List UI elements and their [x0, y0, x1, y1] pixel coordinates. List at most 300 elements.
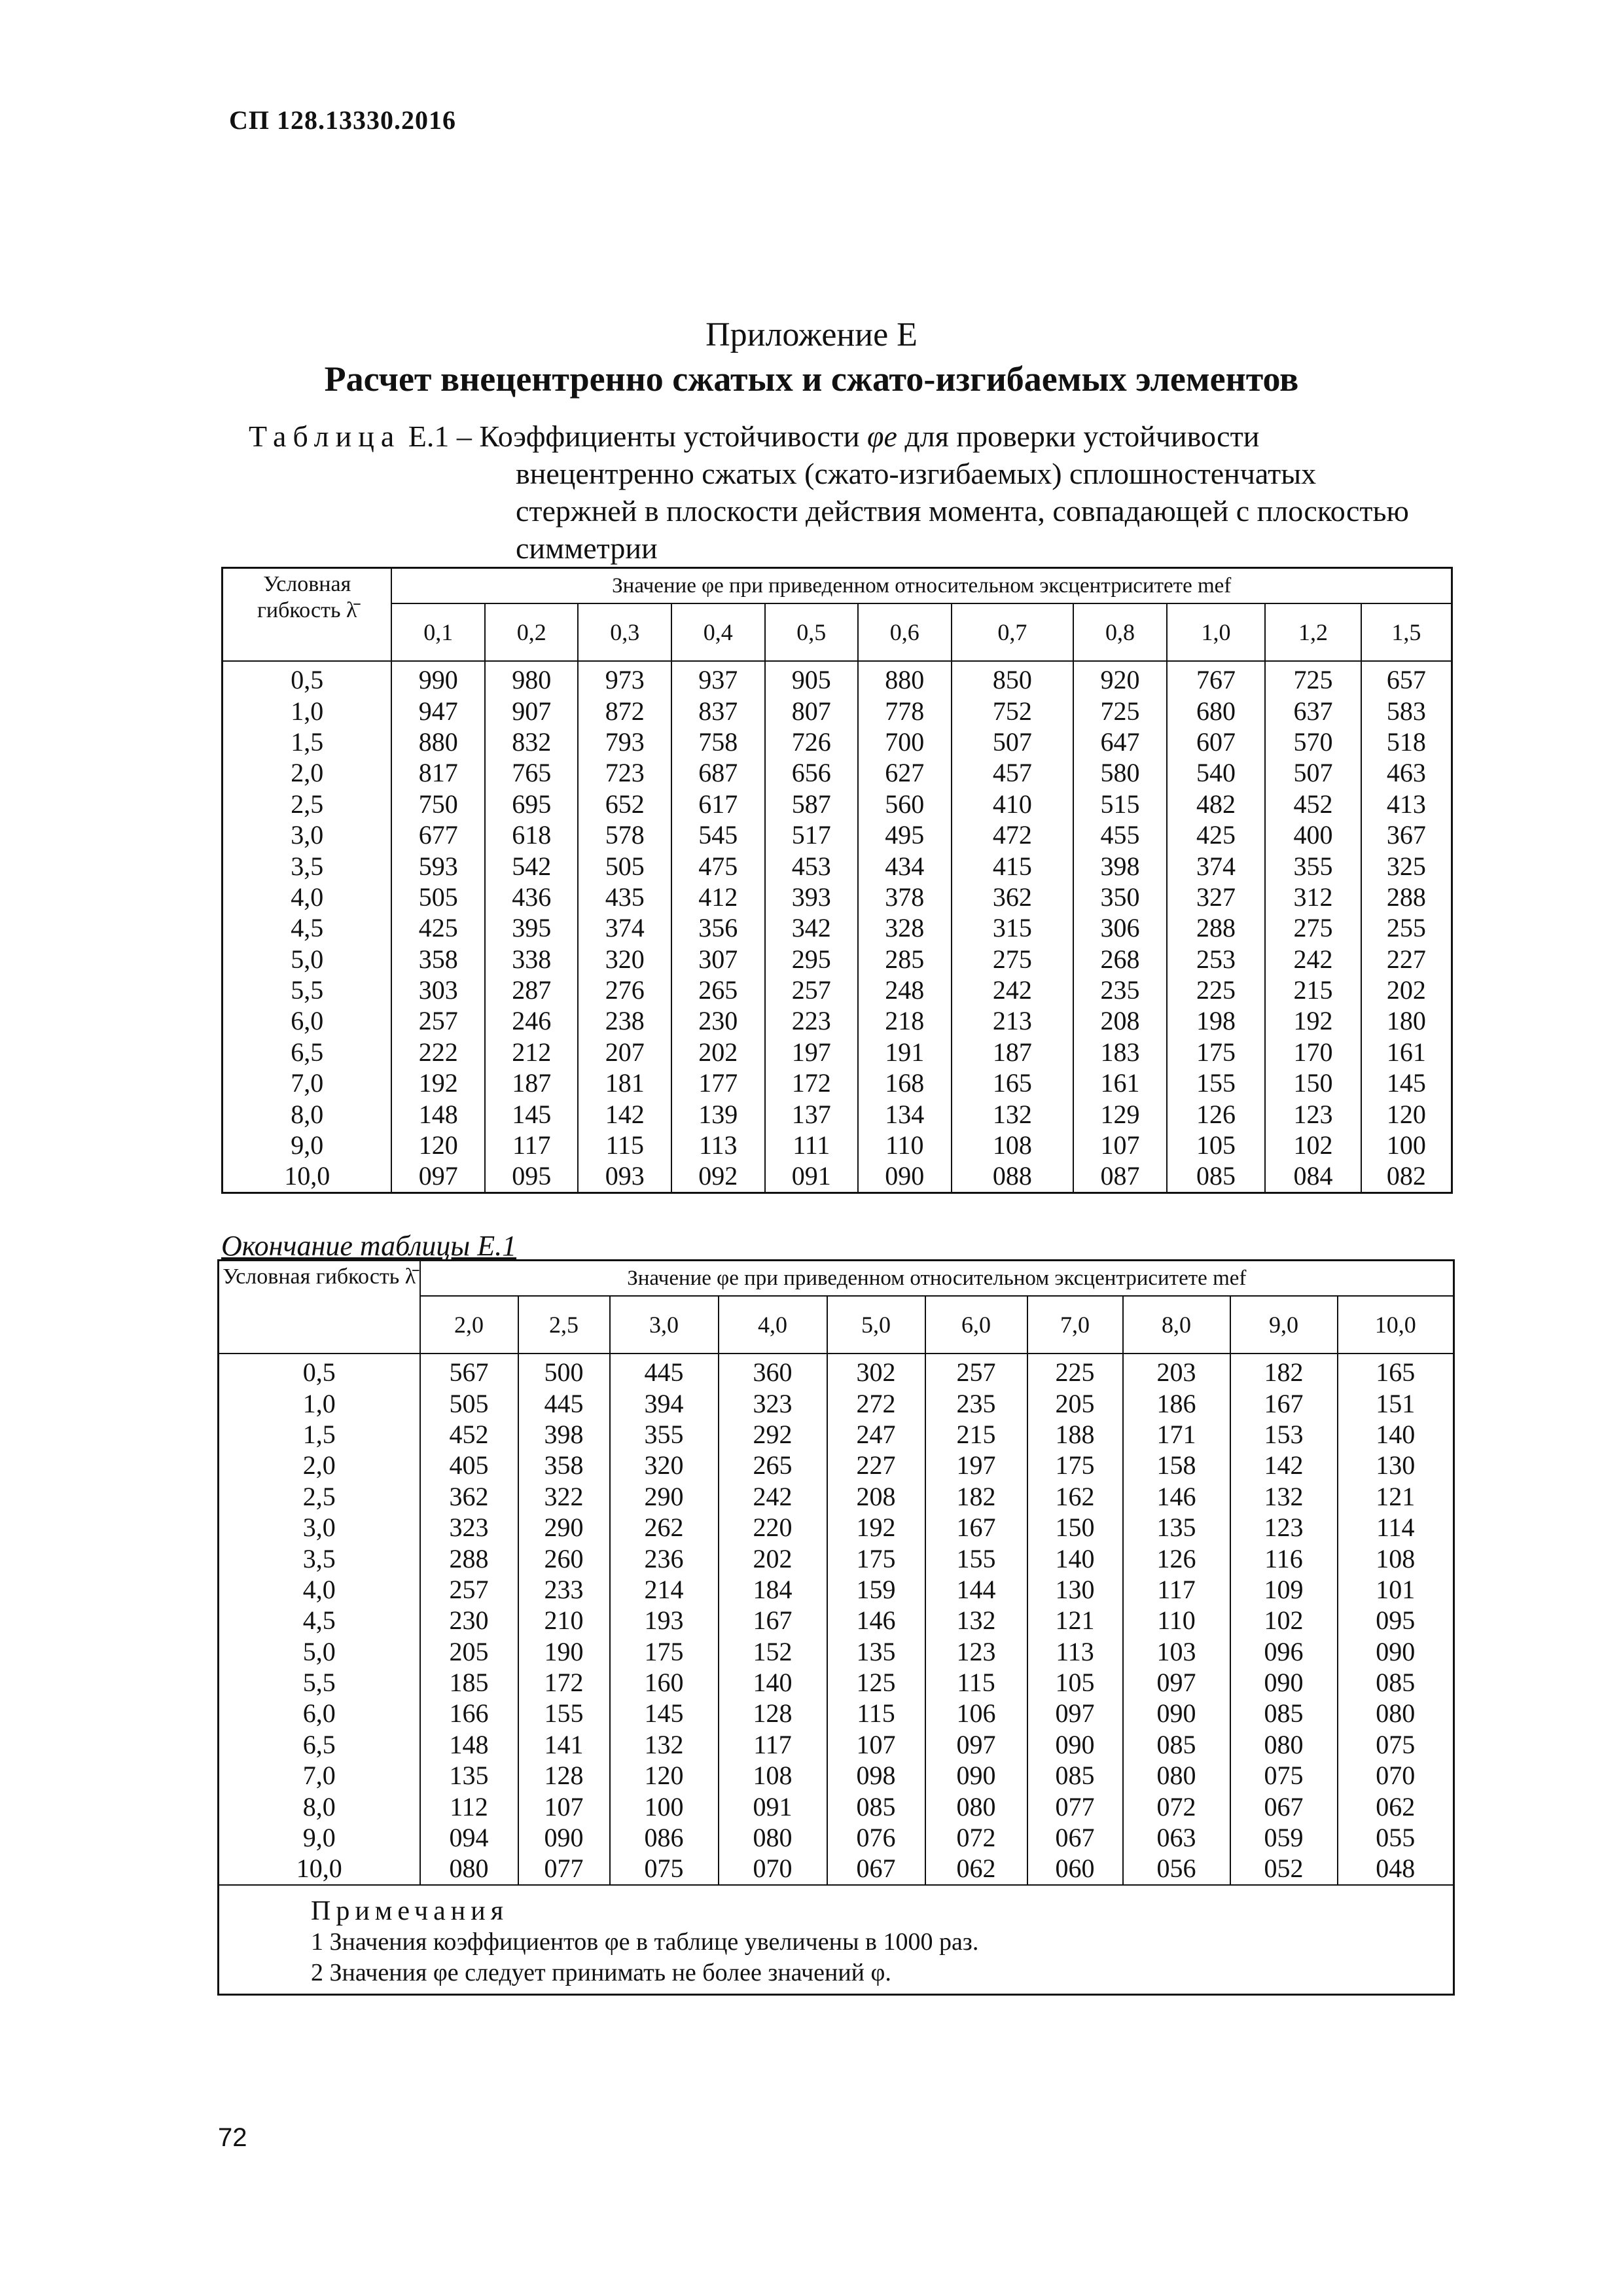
coefficient-cell: 172: [518, 1667, 610, 1698]
coefficient-cell: 880: [391, 726, 485, 757]
coefficient-cell: 202: [671, 1037, 765, 1067]
column-header: 0,7: [952, 603, 1074, 661]
column-header: 0,8: [1073, 603, 1167, 661]
coefficient-cell: 100: [1361, 1130, 1452, 1160]
coefficient-cell: 052: [1230, 1853, 1338, 1884]
coefficient-cell: 203: [1123, 1354, 1230, 1388]
coefficient-cell: 080: [719, 1822, 827, 1853]
column-header: 2,5: [518, 1296, 610, 1354]
coefficient-cell: 142: [578, 1098, 671, 1129]
coefficient-cell: 090: [518, 1822, 610, 1853]
coefficient-cell: 067: [827, 1853, 925, 1884]
coefficient-cell: 322: [518, 1481, 610, 1512]
coefficient-cell: 132: [952, 1098, 1074, 1129]
header-slenderness: Условная гибкость λ̄: [219, 1261, 420, 1354]
coefficient-cell: 394: [610, 1388, 719, 1418]
coefficient-cell: 617: [671, 789, 765, 819]
coefficient-cell: 767: [1167, 661, 1266, 695]
coefficient-cell: 750: [391, 789, 485, 819]
coefficient-cell: 152: [719, 1636, 827, 1667]
coefficient-cell: 220: [719, 1512, 827, 1543]
coefficient-cell: 110: [1123, 1605, 1230, 1636]
coefficient-cell: 125: [827, 1667, 925, 1698]
coefficient-cell: 647: [1073, 726, 1167, 757]
coefficient-cell: 100: [610, 1791, 719, 1821]
table-body: [223, 661, 1452, 1193]
coefficient-cell: 223: [765, 1005, 859, 1036]
coefficient-cell: 213: [952, 1005, 1074, 1036]
coefficient-cell: 077: [518, 1853, 610, 1884]
column-header: 0,5: [765, 603, 859, 661]
table-caption-number: Е.1 –: [408, 420, 472, 453]
slenderness-cell: 2,0: [223, 757, 392, 788]
coefficient-cell: 303: [391, 975, 485, 1005]
table-row: [219, 1419, 1454, 1450]
coefficient-cell: 137: [765, 1098, 859, 1129]
coefficient-cell: 207: [578, 1037, 671, 1067]
coefficient-cell: 175: [610, 1636, 719, 1667]
coefficients-table: [221, 567, 1453, 1194]
coefficient-cell: 275: [1265, 912, 1361, 943]
coefficient-cell: 778: [858, 695, 952, 726]
coefficient-cell: 134: [858, 1098, 952, 1129]
coefficient-cell: 198: [1167, 1005, 1266, 1036]
coefficient-cell: 062: [925, 1853, 1027, 1884]
slenderness-cell: 5,0: [219, 1636, 420, 1667]
coefficient-cell: 130: [1338, 1450, 1454, 1480]
coefficient-cell: 117: [485, 1130, 579, 1160]
table-row: [219, 1791, 1454, 1821]
coefficient-cell: 518: [1361, 726, 1452, 757]
coefficient-cell: 192: [391, 1067, 485, 1098]
coefficient-cell: 472: [952, 819, 1074, 850]
coefficient-cell: 167: [925, 1512, 1027, 1543]
coefficient-cell: 246: [485, 1005, 579, 1036]
coefficient-cell: 086: [610, 1822, 719, 1853]
coefficient-cell: 215: [925, 1419, 1027, 1450]
coefficient-cell: 452: [1265, 789, 1361, 819]
slenderness-cell: 1,5: [219, 1419, 420, 1450]
coefficient-cell: 067: [1230, 1791, 1338, 1821]
coefficient-cell: 560: [858, 789, 952, 819]
coefficient-cell: 947: [391, 695, 485, 726]
coefficient-cell: 097: [1123, 1667, 1230, 1698]
slenderness-cell: 4,0: [219, 1574, 420, 1605]
coefficient-cell: 117: [1123, 1574, 1230, 1605]
coefficient-cell: 517: [765, 819, 859, 850]
coefficient-cell: 214: [610, 1574, 719, 1605]
coefficient-cell: 185: [420, 1667, 518, 1698]
coefficient-cell: 150: [1265, 1067, 1361, 1098]
coefficient-cell: 141: [518, 1729, 610, 1760]
coefficient-cell: 129: [1073, 1098, 1167, 1129]
coefficient-cell: 095: [1338, 1605, 1454, 1636]
coefficient-cell: 090: [1027, 1729, 1123, 1760]
coefficient-cell: 593: [391, 850, 485, 881]
coefficient-cell: 177: [671, 1067, 765, 1098]
column-header: 0,2: [485, 603, 579, 661]
table-row: [223, 882, 1452, 912]
slenderness-cell: 3,0: [223, 819, 392, 850]
coefficient-cell: 758: [671, 726, 765, 757]
column-header: 0,1: [391, 603, 485, 661]
coefficient-cell: 542: [485, 850, 579, 881]
coefficient-cell: 218: [858, 1005, 952, 1036]
coefficient-cell: 677: [391, 819, 485, 850]
table-row: [223, 757, 1452, 788]
coefficient-cell: 126: [1167, 1098, 1266, 1129]
coefficient-cell: 212: [485, 1037, 579, 1067]
table-row: [223, 819, 1452, 850]
slenderness-cell: 10,0: [223, 1160, 392, 1193]
coefficient-cell: 262: [610, 1512, 719, 1543]
coefficient-cell: 500: [518, 1354, 610, 1388]
coefficient-cell: 114: [1338, 1512, 1454, 1543]
coefficient-cell: 725: [1265, 661, 1361, 695]
coefficient-cell: 725: [1073, 695, 1167, 726]
coefficient-cell: 288: [1167, 912, 1266, 943]
coefficient-cell: 425: [1167, 819, 1266, 850]
table-row: [223, 789, 1452, 819]
coefficient-cell: 398: [518, 1419, 610, 1450]
coefficient-cell: 400: [1265, 819, 1361, 850]
coefficient-cell: 120: [1361, 1098, 1452, 1129]
coefficient-cell: 607: [1167, 726, 1266, 757]
coefficient-cell: 166: [420, 1698, 518, 1729]
coefficient-cell: 090: [925, 1760, 1027, 1791]
coefficient-cell: 230: [671, 1005, 765, 1036]
coefficient-cell: 188: [1027, 1419, 1123, 1450]
coefficient-cell: 793: [578, 726, 671, 757]
coefficient-cell: 872: [578, 695, 671, 726]
coefficient-cell: 117: [719, 1729, 827, 1760]
coefficient-cell: 980: [485, 661, 579, 695]
coefficient-cell: 190: [518, 1636, 610, 1667]
coefficient-cell: 148: [391, 1098, 485, 1129]
coefficient-cell: 120: [610, 1760, 719, 1791]
coefficient-cell: 295: [765, 944, 859, 975]
coefficient-cell: 355: [610, 1419, 719, 1450]
coefficient-cell: 072: [1123, 1791, 1230, 1821]
coefficient-cell: 197: [765, 1037, 859, 1067]
coefficient-cell: 186: [1123, 1388, 1230, 1418]
coefficient-cell: 145: [610, 1698, 719, 1729]
coefficient-cell: 323: [420, 1512, 518, 1543]
coefficient-cell: 215: [1265, 975, 1361, 1005]
coefficient-cell: 325: [1361, 850, 1452, 881]
coefficient-cell: 242: [1265, 944, 1361, 975]
coefficient-cell: 627: [858, 757, 952, 788]
coefficient-cell: 072: [925, 1822, 1027, 1853]
table-row: [219, 1574, 1454, 1605]
coefficient-cell: 107: [518, 1791, 610, 1821]
table-caption-phi: φe: [867, 420, 897, 453]
coefficient-cell: 103: [1123, 1636, 1230, 1667]
coefficient-cell: 312: [1265, 882, 1361, 912]
coefficient-cell: 080: [1230, 1729, 1338, 1760]
coefficient-cell: 090: [1123, 1698, 1230, 1729]
coefficient-cell: 327: [1167, 882, 1266, 912]
coefficient-cell: 087: [1073, 1160, 1167, 1193]
coefficient-cell: 920: [1073, 661, 1167, 695]
coefficient-cell: 175: [1167, 1037, 1266, 1067]
coefficient-cell: 455: [1073, 819, 1167, 850]
slenderness-cell: 8,0: [223, 1098, 392, 1129]
coefficient-cell: 355: [1265, 850, 1361, 881]
column-header: 9,0: [1230, 1296, 1338, 1354]
slenderness-cell: 7,0: [223, 1067, 392, 1098]
coefficient-cell: 578: [578, 819, 671, 850]
slenderness-cell: 5,0: [223, 944, 392, 975]
coefficient-cell: 161: [1073, 1067, 1167, 1098]
coefficient-cell: 208: [1073, 1005, 1167, 1036]
coefficient-cell: 807: [765, 695, 859, 726]
coefficient-cell: 412: [671, 882, 765, 912]
table-row: [219, 1760, 1454, 1791]
coefficient-cell: 098: [827, 1760, 925, 1791]
coefficient-cell: 238: [578, 1005, 671, 1036]
coefficient-cell: 656: [765, 757, 859, 788]
slenderness-cell: 2,0: [219, 1450, 420, 1480]
coefficient-cell: 570: [1265, 726, 1361, 757]
coefficient-cell: 108: [719, 1760, 827, 1791]
coefficient-cell: 323: [719, 1388, 827, 1418]
coefficient-cell: 091: [765, 1160, 859, 1193]
coefficient-cell: 205: [1027, 1388, 1123, 1418]
coefficient-cell: 085: [1123, 1729, 1230, 1760]
coefficient-cell: 168: [858, 1067, 952, 1098]
coefficient-cell: 197: [925, 1450, 1027, 1480]
coefficient-cell: 096: [1230, 1636, 1338, 1667]
coefficient-cell: 095: [485, 1160, 579, 1193]
column-header: 7,0: [1027, 1296, 1123, 1354]
coefficient-cell: 160: [610, 1667, 719, 1698]
coefficient-cell: 687: [671, 757, 765, 788]
column-header: 1,0: [1167, 603, 1266, 661]
slenderness-cell: 0,5: [223, 661, 392, 695]
slenderness-cell: 9,0: [223, 1130, 392, 1160]
coefficient-cell: 495: [858, 819, 952, 850]
coefficient-cell: 077: [1027, 1791, 1123, 1821]
coefficient-cell: 235: [1073, 975, 1167, 1005]
coefficient-cell: 132: [925, 1605, 1027, 1636]
coefficient-cell: 151: [1338, 1388, 1454, 1418]
coefficient-cell: 973: [578, 661, 671, 695]
coefficient-cell: 165: [1338, 1354, 1454, 1388]
table-row: [223, 1037, 1452, 1067]
coefficient-cell: 080: [420, 1853, 518, 1884]
coefficient-cell: 445: [610, 1354, 719, 1388]
table-caption-text-1: Коэффициенты устойчивости: [479, 420, 860, 453]
coefficient-cell: 257: [925, 1354, 1027, 1388]
coefficient-cell: 265: [719, 1450, 827, 1480]
coefficient-cell: 165: [952, 1067, 1074, 1098]
coefficient-cell: 092: [671, 1160, 765, 1193]
coefficient-cell: 700: [858, 726, 952, 757]
coefficient-cell: 161: [1361, 1037, 1452, 1067]
coefficient-cell: 265: [671, 975, 765, 1005]
coefficient-cell: 247: [827, 1419, 925, 1450]
coefficient-cell: 101: [1338, 1574, 1454, 1605]
coefficient-cell: 657: [1361, 661, 1452, 695]
coefficient-cell: 153: [1230, 1419, 1338, 1450]
coefficient-cell: 230: [420, 1605, 518, 1636]
coefficient-cell: 048: [1338, 1853, 1454, 1884]
coefficient-cell: 193: [610, 1605, 719, 1636]
coefficient-cell: 415: [952, 850, 1074, 881]
coefficient-cell: 618: [485, 819, 579, 850]
coefficient-cell: 752: [952, 695, 1074, 726]
coefficient-cell: 192: [827, 1512, 925, 1543]
coefficient-cell: 080: [1338, 1698, 1454, 1729]
coefficient-cell: 362: [420, 1481, 518, 1512]
coefficient-cell: 257: [765, 975, 859, 1005]
coefficient-cell: 115: [578, 1130, 671, 1160]
coefficient-cell: 158: [1123, 1450, 1230, 1480]
coefficient-cell: 175: [827, 1543, 925, 1573]
notes-title: Примечания: [311, 1895, 509, 1926]
column-header: 3,0: [610, 1296, 719, 1354]
coefficient-cell: 084: [1265, 1160, 1361, 1193]
coefficient-cell: 082: [1361, 1160, 1452, 1193]
column-header: 0,6: [858, 603, 952, 661]
table-row: [223, 850, 1452, 881]
slenderness-cell: 0,5: [219, 1354, 420, 1388]
coefficient-cell: 937: [671, 661, 765, 695]
coefficient-cell: 085: [1027, 1760, 1123, 1791]
coefficient-cell: 302: [827, 1354, 925, 1388]
coefficient-cell: 109: [1230, 1574, 1338, 1605]
coefficient-cell: 056: [1123, 1853, 1230, 1884]
coefficient-cell: 850: [952, 661, 1074, 695]
coefficient-cell: 115: [925, 1667, 1027, 1698]
coefficient-cell: 097: [391, 1160, 485, 1193]
coefficient-cell: 583: [1361, 695, 1452, 726]
coefficient-cell: 540: [1167, 757, 1266, 788]
table-row: [219, 1450, 1454, 1480]
coefficient-cell: 410: [952, 789, 1074, 819]
coefficient-cell: 580: [1073, 757, 1167, 788]
coefficient-cell: 507: [952, 726, 1074, 757]
coefficient-cell: 315: [952, 912, 1074, 943]
coefficient-cell: 140: [719, 1667, 827, 1698]
coefficient-cell: 112: [420, 1791, 518, 1821]
coefficient-cell: 507: [1265, 757, 1361, 788]
coefficient-cell: 128: [518, 1760, 610, 1791]
coefficient-cell: 184: [719, 1574, 827, 1605]
coefficient-cell: 123: [1265, 1098, 1361, 1129]
coefficient-cell: 180: [1361, 1005, 1452, 1036]
coefficient-cell: 457: [952, 757, 1074, 788]
coefficient-cell: 085: [1167, 1160, 1266, 1193]
coefficient-cell: 146: [827, 1605, 925, 1636]
slenderness-cell: 7,0: [219, 1760, 420, 1791]
header-slenderness: Условная гибкость λ̄: [223, 568, 392, 662]
coefficient-cell: 680: [1167, 695, 1266, 726]
header-eccentricity-span: Значение φe при приведенном относительном эксцентриситете mef: [391, 568, 1452, 604]
table-row: [223, 726, 1452, 757]
coefficient-cell: 060: [1027, 1853, 1123, 1884]
table-row: [223, 975, 1452, 1005]
coefficient-cell: 155: [518, 1698, 610, 1729]
slenderness-cell: 3,5: [223, 850, 392, 881]
coefficient-cell: 505: [391, 882, 485, 912]
coefficient-cell: 452: [420, 1419, 518, 1450]
coefficient-cell: 140: [1338, 1419, 1454, 1450]
coefficient-cell: 102: [1265, 1130, 1361, 1160]
coefficient-cell: 222: [391, 1037, 485, 1067]
coefficient-cell: 167: [1230, 1388, 1338, 1418]
continuation-caption: Окончание таблицы Е.1: [221, 1230, 517, 1262]
coefficient-cell: 191: [858, 1037, 952, 1067]
coefficient-cell: 257: [391, 1005, 485, 1036]
coefficient-cell: 113: [1027, 1636, 1123, 1667]
coefficient-cell: 695: [485, 789, 579, 819]
coefficient-cell: 360: [719, 1354, 827, 1388]
slenderness-cell: 2,5: [219, 1481, 420, 1512]
coefficient-cell: 090: [1230, 1667, 1338, 1698]
slenderness-cell: 6,5: [219, 1729, 420, 1760]
coefficient-cell: 123: [1230, 1512, 1338, 1543]
coefficient-cell: 287: [485, 975, 579, 1005]
table-row: [219, 1698, 1454, 1729]
table-row: [219, 1481, 1454, 1512]
coefficient-cell: 320: [610, 1450, 719, 1480]
coefficient-cell: 183: [1073, 1037, 1167, 1067]
column-header: 4,0: [719, 1296, 827, 1354]
coefficient-cell: 085: [827, 1791, 925, 1821]
coefficient-cell: 290: [518, 1512, 610, 1543]
coefficient-cell: 350: [1073, 882, 1167, 912]
table-row: [219, 1853, 1454, 1884]
coefficient-cell: 097: [1027, 1698, 1123, 1729]
coefficient-cell: 990: [391, 661, 485, 695]
slenderness-cell: 9,0: [219, 1822, 420, 1853]
coefficient-cell: 155: [1167, 1067, 1266, 1098]
table-row: [223, 1005, 1452, 1036]
coefficient-cell: 063: [1123, 1822, 1230, 1853]
coefficient-cell: 115: [827, 1698, 925, 1729]
column-header: 1,2: [1265, 603, 1361, 661]
coefficient-cell: 436: [485, 882, 579, 912]
coefficient-cell: 080: [1123, 1760, 1230, 1791]
coefficient-cell: 075: [610, 1853, 719, 1884]
coefficient-cell: 202: [719, 1543, 827, 1573]
coefficient-cell: 358: [391, 944, 485, 975]
coefficient-cell: 155: [925, 1543, 1027, 1573]
coefficient-cell: 907: [485, 695, 579, 726]
coefficient-cell: 567: [420, 1354, 518, 1388]
coefficient-cell: 253: [1167, 944, 1266, 975]
coefficient-cell: 108: [952, 1130, 1074, 1160]
coefficient-cell: 105: [1167, 1130, 1266, 1160]
coefficient-cell: 453: [765, 850, 859, 881]
coefficient-cell: 637: [1265, 695, 1361, 726]
coefficient-cell: 159: [827, 1574, 925, 1605]
table-row: [223, 1130, 1452, 1160]
coefficient-cell: 090: [858, 1160, 952, 1193]
coefficient-cell: 135: [420, 1760, 518, 1791]
coefficient-cell: 285: [858, 944, 952, 975]
coefficient-cell: 070: [1338, 1760, 1454, 1791]
coefficient-cell: 242: [952, 975, 1074, 1005]
coefficient-cell: 080: [925, 1791, 1027, 1821]
coefficient-cell: 146: [1123, 1481, 1230, 1512]
coefficient-cell: 105: [1027, 1667, 1123, 1698]
column-header: 0,3: [578, 603, 671, 661]
note-item: 1 Значения коэффициентов φe в таблице увеличены в 1000 раз.: [311, 1928, 979, 1956]
coefficient-cell: 227: [827, 1450, 925, 1480]
